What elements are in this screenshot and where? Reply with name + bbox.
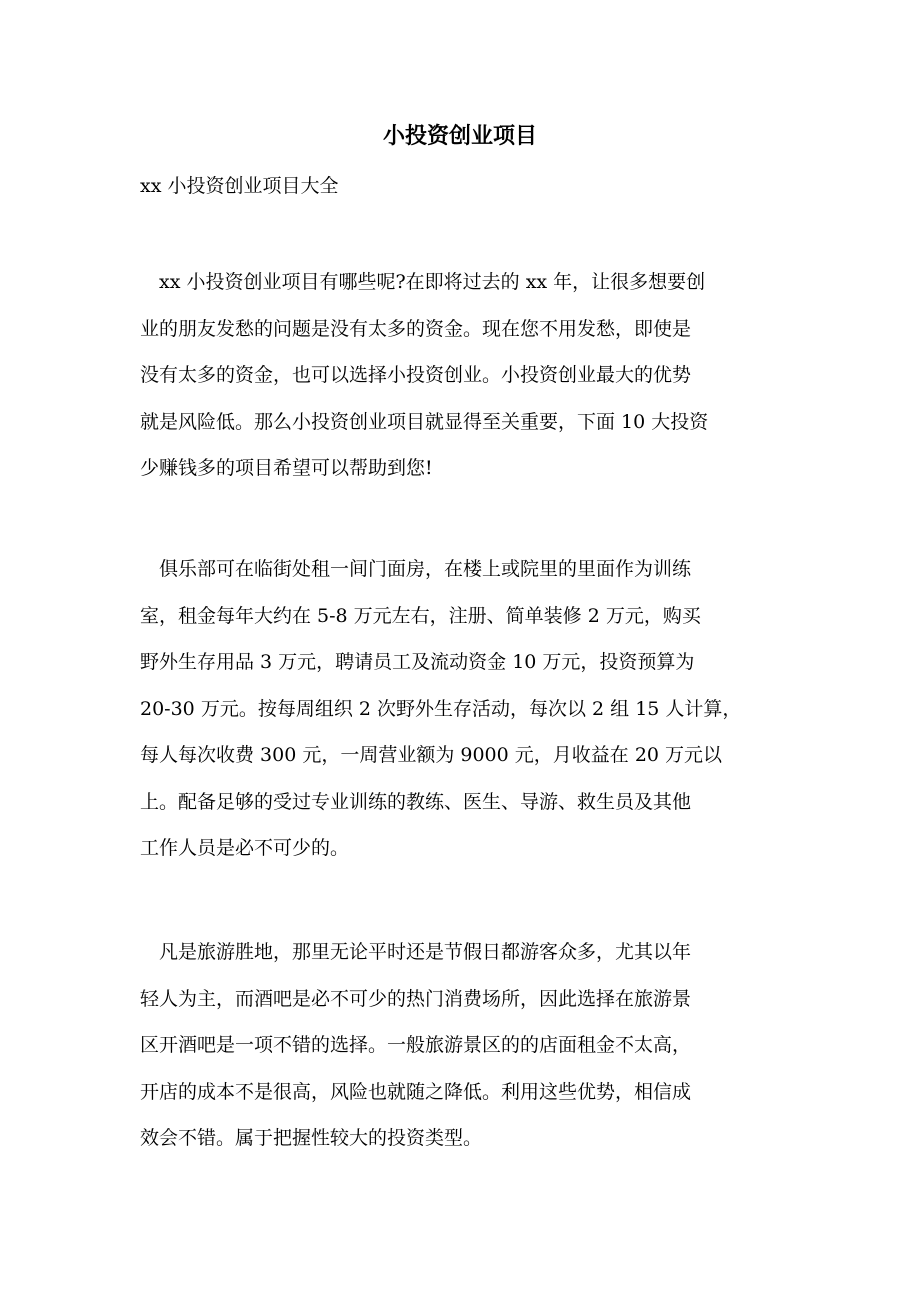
paragraph-line: 凡是旅游胜地，那里无论平时还是节假日都游客众多，尤其以年 <box>140 941 692 963</box>
paragraph-line: 野外生存用品 3 万元，聘请员工及流动资金 10 万元，投资预算为 <box>140 651 695 673</box>
paragraph-line: 没有太多的资金，也可以选择小投资创业。小投资创业最大的优势 <box>140 364 692 386</box>
paragraph-line: 效会不错。属于把握性较大的投资类型。 <box>140 1127 483 1149</box>
document-subtitle: xx 小投资创业项目大全 <box>140 175 339 197</box>
paragraph-line: 开店的成本不是很高，风险也就随之降低。利用这些优势，相信成 <box>140 1080 692 1103</box>
paragraph-line: 俱乐部可在临街处租一间门面房，在楼上或院里的里面作为训练 <box>140 558 692 580</box>
paragraph-line: 少赚钱多的项目希望可以帮助到您! <box>140 457 433 479</box>
paragraph-line: 区开酒吧是一项不错的选择。一般旅游景区的的店面租金不太高， <box>140 1034 692 1056</box>
paragraph-line: 20-30 万元。按每周组织 2 次野外生存活动，每次以 2 组 15 人计算， <box>140 697 742 720</box>
paragraph-line: 每人每次收费 300 元，一周营业额为 9000 元，月收益在 20 万元以 <box>140 744 723 766</box>
paragraph-bar <box>140 929 790 1162</box>
paragraph-club <box>140 546 790 872</box>
paragraph-line: 上。配备足够的受过专业训练的教练、医生、导游、救生员及其他 <box>140 790 692 813</box>
paragraph-line: 工作人员是必不可少的。 <box>140 837 350 859</box>
paragraph-line: 轻人为主，而酒吧是必不可少的热门消费场所，因此选择在旅游景 <box>140 987 692 1010</box>
paragraph-line: 室，租金每年大约在 5-8 万元左右，注册、简单装修 2 万元，购买 <box>140 604 701 627</box>
document-title: 小投资创业项目 <box>382 123 537 149</box>
paragraph-line: 就是风险低。那么小投资创业项目就显得至关重要，下面 10 大投资 <box>140 410 709 433</box>
paragraph-line: 业的朋友发愁的问题是没有太多的资金。现在您不用发愁，即使是 <box>140 317 692 340</box>
paragraph-line: xx 小投资创业项目有哪些呢?在即将过去的 xx 年，让很多想要创 <box>140 271 706 293</box>
paragraph-intro <box>140 259 790 492</box>
